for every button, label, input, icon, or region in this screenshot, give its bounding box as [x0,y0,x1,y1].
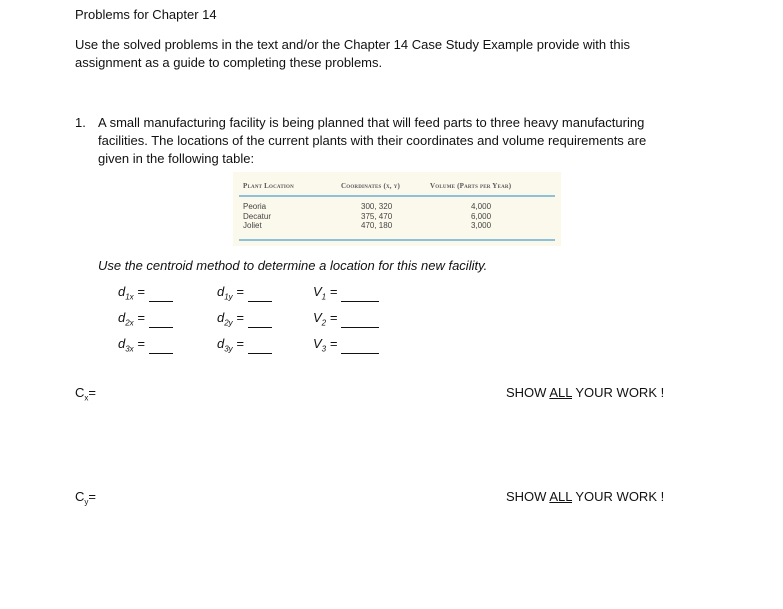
answer-blank[interactable] [149,289,173,302]
table-header: Plant Location [243,182,294,190]
answer-blank[interactable] [149,315,173,328]
field-v1: $V_1$ = [313,284,379,302]
intro-text: assignment as a guide to completing these problems. [75,55,383,70]
variable-label: d [217,336,225,351]
show-work-note: SHOW ALL YOUR WORK ! [506,489,665,504]
table-cell: 300, 320 [361,202,393,211]
variable-label: V [313,336,322,351]
answer-blank[interactable] [248,315,272,328]
cx-label: $C_x=$ [75,385,96,403]
table-header: Volume (Parts per Year) [430,182,512,190]
answer-blank[interactable] [149,341,173,354]
table-cell: 3,000 [471,221,492,230]
divider [239,239,555,241]
table-cell: 4,000 [471,202,492,211]
field-d1x: $d_{1x}$ = [118,284,173,302]
question-text: given in the following table: [98,151,255,166]
page-title: Problems for Chapter 14 [75,7,217,22]
variable-subscript: 3y [224,344,233,354]
variable-label: V [313,284,322,299]
variable-subscript: 2y [224,318,233,328]
variable-subscript: 3 [321,344,327,354]
field-d3x: $d_{3x}$ = [118,336,173,354]
field-d3y: $d_{3y}$ = [217,336,272,354]
field-v2: $V_2$ = [313,310,379,328]
variable-subscript: 2x [125,318,134,328]
variable-label: d [217,284,225,299]
answer-blank[interactable] [341,289,379,302]
table-cell: 6,000 [471,211,492,221]
variable-label: d [118,310,126,325]
field-v3: $V_3$ = [313,336,379,354]
question-text: facilities. The locations of the current plants with their coordinates and volume requirements are [98,133,647,148]
answer-blank[interactable] [341,341,379,354]
variable-subscript: 3x [125,344,134,354]
question-text: A small manufacturing facility is being planned that will feed parts to three heavy manufacturing [98,115,645,130]
variable-label: d [118,336,126,351]
divider [239,195,555,197]
table-cell: Joliet [243,221,262,230]
answer-blank[interactable] [248,341,272,354]
variable-subscript: 1y [224,292,233,302]
answer-blank[interactable] [248,289,272,302]
intro-text: Use the solved problems in the text and/or the Chapter 14 Case Study Example provide with this [75,37,630,52]
table-header: Coordinates (x, y) [341,182,401,190]
variable-label: d [118,284,126,299]
question-number: 1. [75,115,86,130]
field-d1y: $d_{1y}$ = [217,284,272,302]
variable-label: d [217,310,225,325]
variable-subscript: 1x [125,292,134,302]
field-d2x: $d_{2x}$ = [118,310,173,328]
variable-label: V [313,310,322,325]
variable-subscript: 1 [321,292,327,302]
show-work-note: SHOW ALL YOUR WORK ! [506,385,665,400]
table-cell: 470, 180 [361,221,393,230]
cy-label: $C_y=$ [75,489,96,507]
variable-subscript: 2 [321,318,327,328]
plant-table [233,172,561,246]
table-cell: Peoria [243,202,267,211]
field-d2y: $d_{2y}$ = [217,310,272,328]
instruction: Use the centroid method to determine a location for this new facility. [98,258,488,273]
table-cell: 375, 470 [361,211,393,221]
answer-blank[interactable] [341,315,379,328]
table-cell: Decatur [243,211,272,221]
